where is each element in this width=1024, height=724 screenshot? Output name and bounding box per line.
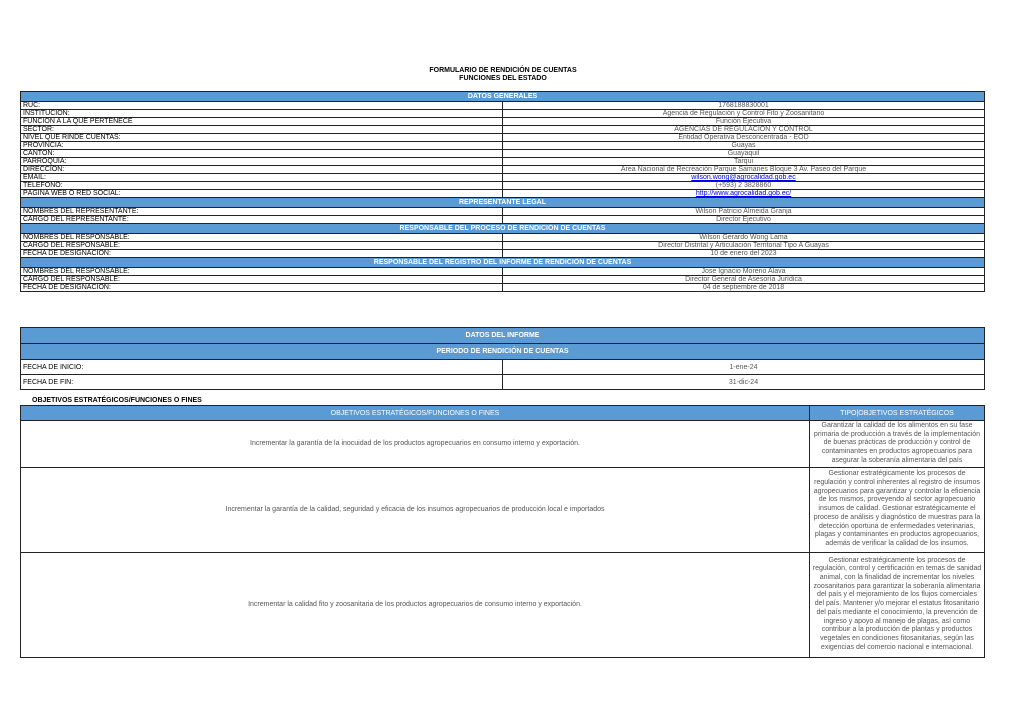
form-row [21, 142, 985, 150]
email-link[interactable]: wilson.wong@agrocalidad.gob.ec [691, 174, 796, 181]
objective-type-text: Gestionar estratégicamente los procesos de regulación y control inherentes al registro de insumos agropecuarios para garantizar y controlar la eficiencia de los mismos, proveyendo al sector agropecuario insumos de calidad. Gestionar estratégicamente el proceso de análisis y diagnóstico de muestras para la detección oportuna de enfermedades veterinarias, plagas y contaminantes en productos agropecuarios, además de verificar la calidad de los insumos. [810, 467, 985, 552]
field-value: Director Distrital y Articulación Territorial Tipo A Guayas [503, 242, 985, 250]
field-value: Guayas [503, 142, 985, 150]
form-title: FORMULARIO DE RENDICIÓN DE CUENTAS [429, 67, 577, 74]
general-data-table [20, 91, 985, 292]
form-row [21, 118, 985, 126]
form-row [21, 208, 985, 216]
form-row [21, 250, 985, 258]
field-label: SECTOR: [21, 126, 503, 134]
website-link[interactable]: http://www.agrocalidad.gob.ec/ [695, 190, 792, 197]
field-label: NOMBRES DEL REPRESENTANTE: [21, 208, 503, 216]
form-row [21, 158, 985, 166]
field-label: PARROQUIA: [21, 158, 503, 166]
field-value: Agencia de Regulación y Control Fito y Zoosanitario [503, 110, 985, 118]
form-row [21, 102, 985, 110]
field-label: TELÉFONO: [21, 182, 503, 190]
field-value: Jose Ignacio Moreno Alava [503, 268, 985, 276]
form-subtitle: FUNCIONES DEL ESTADO [459, 75, 547, 82]
section-header-datos-generales: DATOS GENERALES [21, 92, 985, 102]
field-label: FECHA DE DESIGNACIÓN: [21, 284, 503, 292]
field-value: Wilson Gerardo Wong Lama [503, 234, 985, 242]
form-row [21, 174, 985, 182]
start-date-value: 1-ene-24 [503, 360, 985, 375]
field-label: CARGO DEL RESPONSABLE: [21, 276, 503, 284]
field-value: Entidad Operativa Desconcentrada - EOD [503, 134, 985, 142]
field-label: CARGO DEL REPRESENTANTE: [21, 216, 503, 224]
section-header-responsable-proceso: RESPONSABLE DEL PROCESO DE RENDICIÓN DE CUENTAS [21, 224, 985, 234]
objective-text: Incrementar la garantía de la calidad, seguridad y eficacia de los insumos agropecuarios de producción local e importados [21, 467, 810, 552]
objective-text: Incrementar la garantía de la inocuidad de los productos agropecuarios en consumo interno y exportación. [21, 421, 810, 468]
field-label: PROVINCIA: [21, 142, 503, 150]
field-label: PÁGINA WEB O RED SOCIAL: [21, 190, 503, 198]
objective-text: Incrementar la calidad fito y zoosanitaria de los productos agropecuarios de consumo interno y exportación. [21, 552, 810, 657]
form-row [21, 216, 985, 224]
field-value [503, 174, 985, 182]
objectives-table [20, 405, 985, 658]
form-row [21, 166, 985, 174]
objective-row [21, 552, 985, 657]
form-row [21, 242, 985, 250]
field-value: 04 de septiembre de 2018 [503, 284, 985, 292]
field-value: Director General de Asesoría Jurídica [503, 276, 985, 284]
start-date-label: FECHA DE INICIO: [21, 360, 503, 375]
field-label: NIVEL QUE RINDE CUENTAS: [21, 134, 503, 142]
field-label: NOMBRES DEL RESPONSABLE: [21, 268, 503, 276]
field-value: Wilson Patricio Almeida Granja [503, 208, 985, 216]
objectives-column-header: OBJETIVOS ESTRATÉGICOS/FUNCIONES O FINES [21, 406, 810, 421]
field-label: FUNCIÓN A LA QUE PERTENECE [21, 118, 503, 126]
form-row [21, 134, 985, 142]
field-value: Tarqui [503, 158, 985, 166]
report-data-header: DATOS DEL INFORME [21, 328, 985, 344]
section-header-responsable-registro: RESPONSABLE DEL REGISTRO DEL INFORME DE RENDICIÓN DE CUENTAS [21, 258, 985, 268]
field-value [503, 190, 985, 198]
form-row [21, 284, 985, 292]
objective-type-text: Garantizar la calidad de los alimentos en su fase primaria de producción a través de la implementación de buenas prácticas de producción y control de contaminantes en productos agropecuarios para asegurar la soberanía alimentaria del país [810, 421, 985, 468]
end-date-label: FECHA DE FIN: [21, 375, 503, 390]
type-column-header: TIPO|OBJETIVOS ESTRATÉGICOS [810, 406, 985, 421]
form-row [21, 110, 985, 118]
form-row [21, 190, 985, 198]
objective-row [21, 421, 985, 468]
form-row [21, 150, 985, 158]
field-label: CANTÓN: [21, 150, 503, 158]
field-value: Área Nacional de Recreación Parque Samanes Bloque 3 Av. Paseo del Parque [503, 166, 985, 174]
field-label: INSTITUCIÓN: [21, 110, 503, 118]
objectives-section-title: OBJETIVOS ESTRATÉGICOS/FUNCIONES O FINES [32, 397, 202, 404]
field-label: NOMBRES DEL RESPONSABLE: [21, 234, 503, 242]
form-row [21, 234, 985, 242]
field-label: EMAIL: [21, 174, 503, 182]
field-label: FECHA DE DESIGNACIÓN: [21, 250, 503, 258]
report-period-header: PERIODO DE RENDICIÓN DE CUENTAS [21, 344, 985, 360]
form-row [21, 182, 985, 190]
field-value: Guayaquil [503, 150, 985, 158]
field-value: (+593) 2 3828860 [503, 182, 985, 190]
objective-type-text: Gestionar estratégicamente los procesos de regulación, control y certificación en temas de sanidad animal, con la finalidad de incrementar los niveles zoosanitarios para garantizar la soberanía alimentaria del país y el mejoramiento de los flujos comerciales del país. Mantener y/o mejorar el estatus fitosanitario del país mediante el conocimiento, la prevención de ingreso y apoyo al manejo de plagas, así como contribuir a la producción de plantas y productos vegetales en condiciones fitosanitarias, según las exigencias del comercio nacional e internacional. [810, 552, 985, 657]
report-period-table [20, 327, 985, 390]
end-date-value: 31-dic-24 [503, 375, 985, 390]
field-value: Director Ejecutivo [503, 216, 985, 224]
field-value: AGENCIAS DE REGULACIÓN Y CONTROL [503, 126, 985, 134]
form-row [21, 268, 985, 276]
form-row [21, 126, 985, 134]
field-value: Función Ejecutiva [503, 118, 985, 126]
field-label: CARGO DEL RESPONSABLE: [21, 242, 503, 250]
form-row [21, 276, 985, 284]
objective-row [21, 467, 985, 552]
field-label: DIRECCIÓN: [21, 166, 503, 174]
section-header-representante: REPRESENTANTE LEGAL [21, 198, 985, 208]
field-value: 1768188830001 [503, 102, 985, 110]
field-value: 10 de enero del 2023 [503, 250, 985, 258]
field-label: RUC: [21, 102, 503, 110]
